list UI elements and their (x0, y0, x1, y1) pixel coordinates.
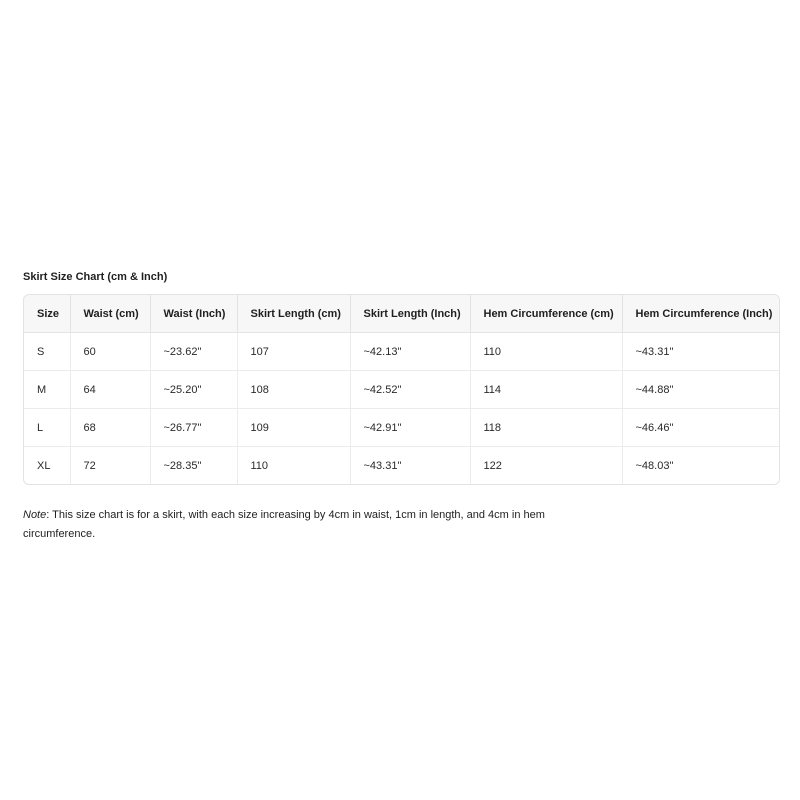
cell-size: S (24, 333, 70, 371)
cell-skirt-length-inch: ~42.13" (350, 333, 470, 371)
table-row (24, 333, 780, 371)
cell-hem-cm: 122 (470, 447, 622, 485)
size-table-container (23, 294, 780, 485)
cell-skirt-length-cm: 108 (237, 371, 350, 409)
cell-waist-inch: ~28.35" (150, 447, 237, 485)
cell-skirt-length-inch: ~42.91" (350, 409, 470, 447)
header-hem-inch: Hem Circumference (Inch) (622, 295, 780, 333)
cell-size: L (24, 409, 70, 447)
cell-waist-cm: 72 (70, 447, 150, 485)
cell-hem-inch: ~44.88" (622, 371, 780, 409)
cell-skirt-length-cm: 109 (237, 409, 350, 447)
chart-title: Skirt Size Chart (cm & Inch) (23, 271, 168, 283)
header-skirt-length-inch: Skirt Length (Inch) (350, 295, 470, 333)
header-size: Size (24, 295, 70, 333)
cell-hem-inch: ~48.03" (635, 459, 674, 472)
cell-skirt-length-cm: 107 (237, 333, 350, 371)
cell-size: M (24, 371, 70, 409)
table-row (24, 409, 780, 447)
table-row (24, 447, 780, 485)
header-hem-cm: Hem Circumference (cm) (470, 295, 622, 333)
header-waist-inch: Waist (Inch) (150, 295, 237, 333)
cell-waist-cm: 60 (70, 333, 150, 371)
cell-waist-inch: ~23.62" (150, 333, 237, 371)
cell-hem-cm: 114 (470, 371, 622, 409)
size-table (24, 295, 780, 484)
header-waist-cm: Waist (cm) (70, 295, 150, 333)
cell-hem-cm: 118 (470, 409, 622, 447)
header-skirt-length-cm: Skirt Length (cm) (237, 295, 350, 333)
table-row (24, 371, 780, 409)
note-text: : This size chart is for a skirt, with each size increasing by 4cm in waist, 1cm in length, and 4cm in hem circumference. (23, 509, 545, 540)
size-chart-section (23, 270, 780, 544)
cell-hem-inch: ~43.31" (622, 333, 780, 371)
cell-waist-inch: ~26.77" (150, 409, 237, 447)
size-chart-note (23, 506, 563, 544)
cell-skirt-length-inch: ~42.52" (350, 371, 470, 409)
cell-waist-cm: 68 (70, 409, 150, 447)
note-label: Note (23, 509, 47, 521)
cell-skirt-length-inch: ~43.31" (350, 447, 470, 485)
cell-hem-inch: ~46.46" (622, 409, 780, 447)
cell-size: XL (24, 447, 70, 485)
cell-waist-inch: ~25.20" (150, 371, 237, 409)
table-header-row (24, 295, 780, 333)
cell-hem-cm: 110 (470, 333, 622, 371)
cell-skirt-length-cm: 110 (237, 447, 350, 485)
cell-waist-cm: 64 (70, 371, 150, 409)
